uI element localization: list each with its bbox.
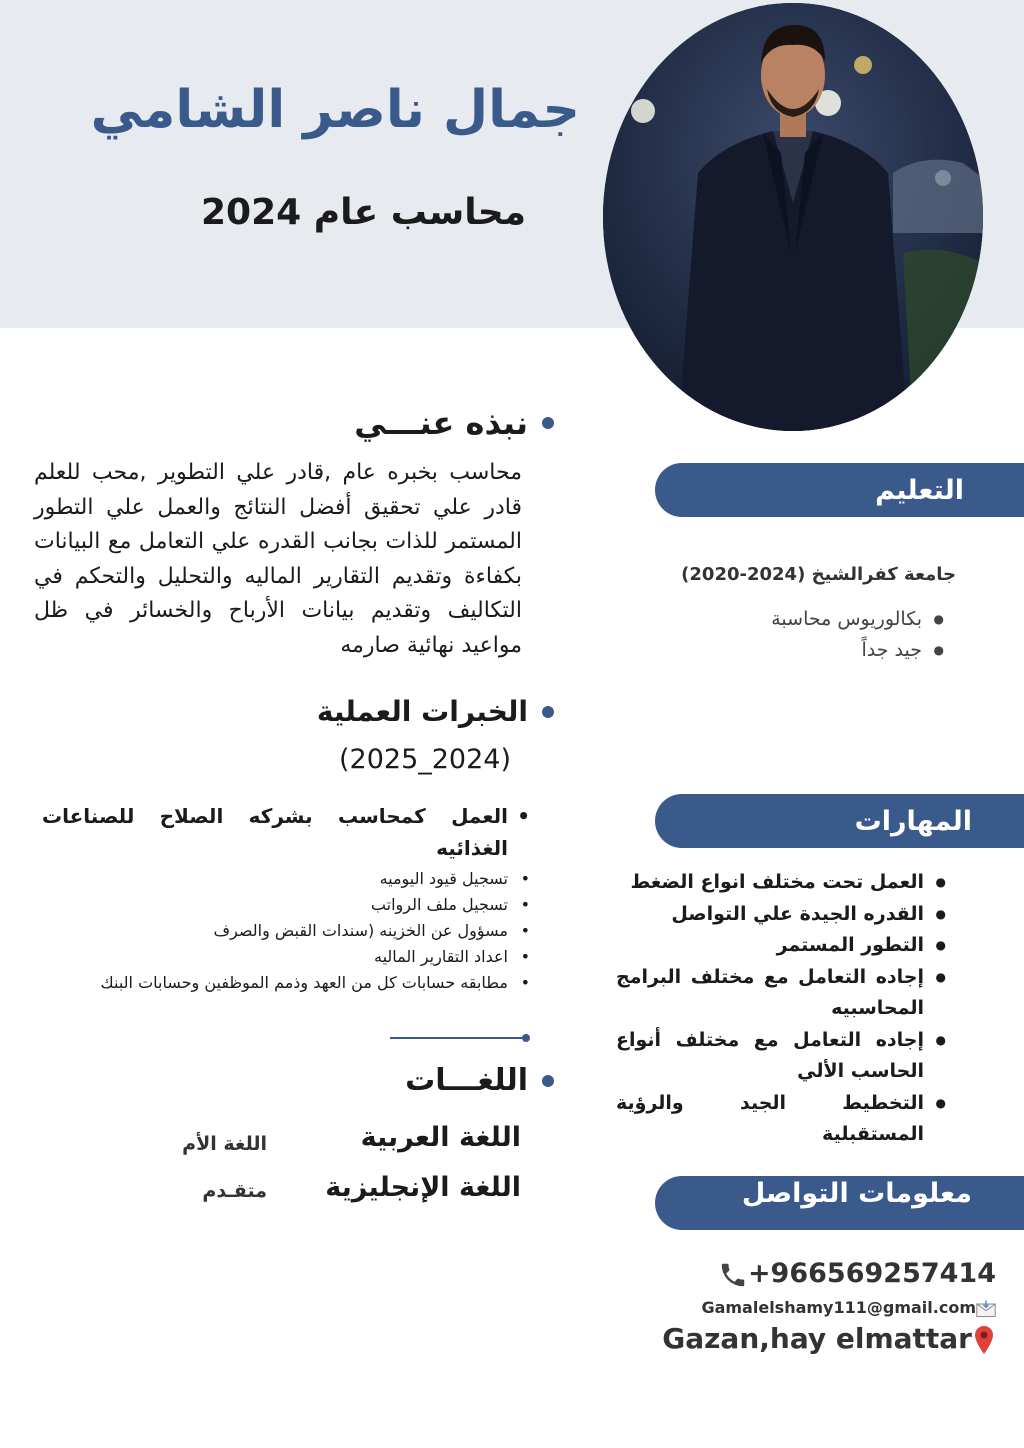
skill-item: ● إجاده التعامل مع مختلف البرامج المحاسبيه	[616, 962, 946, 1025]
profile-photo	[603, 3, 983, 431]
phone-number: +966569257414	[747, 1258, 996, 1289]
education-item: ● بكالوريوس محاسبة	[771, 604, 944, 635]
language-name: اللغة الإنجليزية	[325, 1172, 521, 1203]
experience-task: • تسجيل قيود اليوميه	[42, 866, 524, 892]
contact-address	[662, 1322, 996, 1356]
experience-heading: الخبرات العملية	[317, 695, 554, 728]
contact-heading: معلومات التواصل	[741, 1178, 972, 1209]
person-name: جمال ناصر الشامي	[90, 80, 580, 140]
experience-task: • مطابقه حسابات كل من العهد وذمم الموظفين وحسابات البنك	[42, 970, 524, 996]
contact-heading-pill	[655, 1176, 1024, 1230]
experience-main-item: • العمل كمحاسب بشركه الصلاح للصناعات الغذائيه	[42, 800, 524, 864]
education-heading: التعليم	[875, 474, 964, 506]
bullet-dot-icon	[542, 417, 554, 429]
profile-photo-illustration	[603, 3, 983, 431]
email-address: Gamalelshamy111@gmail.com	[701, 1298, 976, 1317]
job-title: محاسب عام 2024	[200, 192, 526, 233]
skills-list	[616, 867, 946, 1151]
skill-item: ● القدره الجيدة علي التواصل	[616, 899, 946, 931]
languages-heading: اللغـــات	[405, 1063, 554, 1098]
address-text: Gazan,hay elmattar	[662, 1322, 972, 1355]
contact-email	[701, 1298, 996, 1318]
bullet-dot-icon	[542, 1075, 554, 1087]
experience-task: • مسؤول عن الخزينه (سندات القبض والصرف	[42, 918, 524, 944]
experience-task: • تسجيل ملف الرواتب	[42, 892, 524, 918]
language-name: اللغة العربية	[360, 1122, 521, 1153]
education-heading-pill	[655, 463, 1024, 517]
contact-phone	[718, 1258, 996, 1290]
skill-item: ● العمل تحت مختلف انواع الضغط	[616, 867, 946, 899]
skills-heading-pill	[655, 794, 1024, 848]
location-pin-icon	[972, 1324, 996, 1356]
skill-item: ● التطور المستمر	[616, 930, 946, 962]
bullet-dot-icon	[542, 706, 554, 718]
language-level: اللغة الأم	[182, 1133, 267, 1155]
divider	[390, 1037, 528, 1039]
education-university: جامعة كفرالشيخ (2024-2020)	[681, 564, 956, 585]
education-item: ● جيد جداً	[771, 635, 944, 666]
about-text: محاسب بخبره عام ,قادر علي التطوير ,محب للعلم قادر علي تحقيق أفضل النتائج والعمل علي التطور المستمر للذات بجانب القدره علي التعامل مع البيانات بكفاءة وتقديم التقارير الماليه والتحليل والتحكم في التكاليف وتقديم بيانات الأرباح والخسائر في ظل مواعيد نهائية صارمه	[34, 460, 522, 658]
experience-tasks	[42, 866, 524, 996]
skill-item: ● إجاده التعامل مع مختلف أنواع الحاسب الألي	[616, 1025, 946, 1088]
about-heading: نبذه عنـــي	[354, 404, 554, 442]
experience-list	[42, 800, 524, 996]
email-icon	[976, 1300, 996, 1318]
phone-icon	[718, 1260, 748, 1290]
skills-heading: المهارات	[854, 805, 972, 837]
education-list	[771, 604, 944, 666]
experience-task: • اعداد التقارير الماليه	[42, 944, 524, 970]
skill-item: ● التخطيط الجيد والرؤية المستقبلية	[616, 1088, 946, 1151]
language-level: متقـدم	[202, 1180, 267, 1202]
experience-date: (2025_2024)	[339, 744, 511, 775]
divider-dot	[522, 1034, 530, 1042]
